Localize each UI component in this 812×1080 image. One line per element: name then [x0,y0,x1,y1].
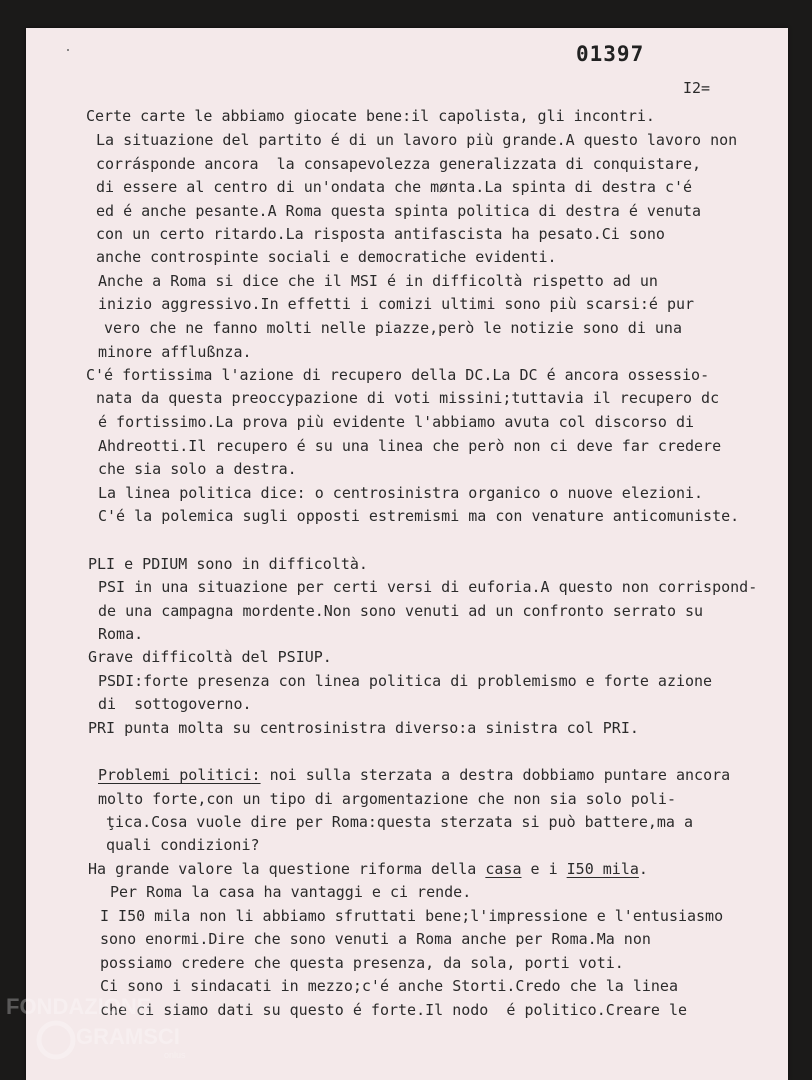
text-line-part: . [638,860,648,878]
text-line: di essere al centro di un'ondata che mønta.La spinta di destra c'é [96,178,693,196]
text-line: molto forte,con un tipo di argomentazione che non sia solo poli- [98,790,676,808]
text-line: sono enormi.Dire che sono venuti a Roma anche per Roma.Ma non [100,930,651,948]
text-line: Grave difficoltà del PSIUP. [88,648,332,666]
text-line: Anche a Roma si dice che il MSI é in difficoltà rispetto ad un [98,272,658,290]
text-line: ţica.Cosa vuole dire per Roma:questa sterzata si può battere,ma a [106,813,693,831]
text-line-part: e i [521,860,567,878]
text-line: Ahdreotti.Il recupero é su una linea che però non ci deve far credere [98,437,722,455]
text-line: La situazione del partito é di un lavoro più grande.A questo lavoro non [96,131,738,149]
watermark-line3: onlus [164,1050,186,1060]
text-line: con un certo ritardo.La risposta antifascista ha pesato.Ci sono [96,225,665,243]
text-line: che ci siamo dati su questo é forte.Il nodo é politico.Creare le [100,1001,687,1019]
underlined-i150: I50 mila [566,860,639,878]
text-line: PLI e PDIUM sono in difficoltà. [88,555,368,573]
document-number: 01397 [576,42,645,66]
underlined-colon: : [251,766,261,784]
text-line: anche controspinte sociali e democratiche evidenti. [96,248,557,266]
text-line: di sottogoverno. [98,695,252,713]
text-line: La linea politica dice: o centrosinistra organico o nuove elezioni. [98,484,704,502]
text-line: PSI in una situazione per certi versi di euforia.A questo non corrispond- [98,578,758,596]
text-line-casa [88,860,648,878]
text-line: Per Roma la casa ha vantaggi e ci rende. [110,883,472,901]
text-line-problemi [98,766,730,784]
text-line: PSDI:forte presenza con linea politica di problemismo e forte azione [98,672,713,690]
text-line: quali condizioni? [106,836,260,854]
text-line: Roma. [98,625,144,643]
text-line: vero che ne fanno molti nelle piazze,però le notizie sono di una [104,319,682,337]
document-page [26,28,788,1080]
paper-mark [67,49,69,51]
text-line: che sia solo a destra. [98,460,297,478]
text-line: Ci sono i sindacati in mezzo;c'é anche Storti.Credo che la linea [100,977,678,995]
watermark-line2: GRAMSCI [76,1024,180,1049]
text-line: Certe carte le abbiamo giocate bene:il capolista, gli incontri. [86,107,655,125]
text-line-part: Ha grande valore la questione riforma della [88,860,486,878]
text-line: minore afflußnza. [98,343,252,361]
text-line: corrásponde ancora la consapevolezza generalizzata di conquistare, [96,155,702,173]
text-line: ed é anche pesante.A Roma questa spinta politica di destra é venuta [96,202,702,220]
text-line: PRI punta molta su centrosinistra diverso:a sinistra col PRI. [88,719,639,737]
underlined-heading: Problemi politici [98,766,252,784]
text-line: I I50 mila non li abbiamo sfruttati bene;l'impressione e l'entusiasmo [100,907,724,925]
text-line: C'é fortissima l'azione di recupero della DC.La DC é ancora ossessio- [86,366,710,384]
text-line-tail: noi sulla sterzata a destra dobbiamo puntare ancora [260,766,731,784]
text-line: é fortissimo.La prova più evidente l'abbiamo avuta col discorso di [98,413,695,431]
text-line: inizio aggressivo.In effetti i comizi ultimi sono più scarsi:é pur [98,295,695,313]
page-number: I2= [683,79,711,97]
underlined-casa: casa [485,860,522,878]
text-line: de una campagna mordente.Non sono venuti ad un confronto serrato su [98,602,704,620]
watermark-line1: FONDAZIONE [6,994,152,1019]
text-line: C'é la polemica sugli opposti estremismi ma con venature anticomuniste. [98,507,740,525]
text-line: nata da questa preoccypazione di voti missini;tuttavia il recupero dc [96,389,720,407]
text-line: possiamo credere che questa presenza, da sola, porti voti. [100,954,624,972]
